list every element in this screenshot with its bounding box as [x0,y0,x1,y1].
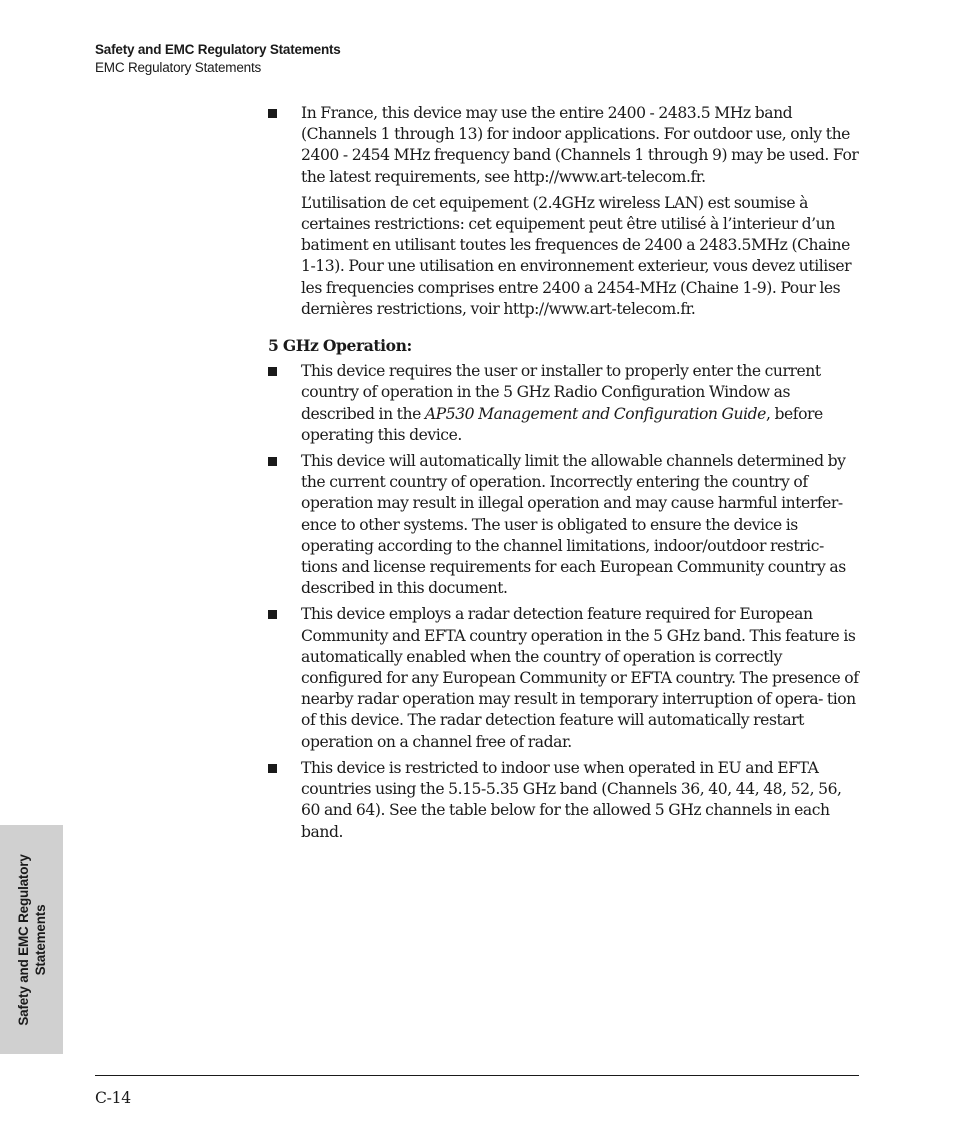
paragraph-french: L’utilisation de cet equipement (2.4GHz wireless LAN) est soumise à certaines restrictions: cet equipement peut être utilisé à l’interieur d’un batiment en utilisant toutes les frequences de 2400 a 2483.5MHz (Chaine 1-13). Pour une utilisation en environnement exterieur, vous devez utiliser les frequencies comprises entre 2400 a 2454-MHz (Chaine 1-9). Pour les dernières restrictions, voir http://www.art-telecom.fr. [301,193,852,318]
side-tab-line-1: Safety and EMC Regulatory [15,853,31,1026]
paragraph-english: In France, this device may use the entire 2400 - 2483.5 MHz band (Channels 1 through 13) for indoor applications. For outdoor use, only the 2400 - 2454 MHz frequency band (Channels 1 through 9) may be used. For the latest requirements, see http://www.art-telecom.fr. [301,104,859,186]
guide-title: AP530 Management and Configuration Guide [424,404,766,423]
list-item-indoor-use [268,758,860,843]
square-bullet-icon [268,457,277,466]
paragraph-country-config [301,361,860,446]
section-title: EMC Regulatory Statements [95,59,262,75]
square-bullet-icon [268,764,277,773]
text-after-guide: , before operating this device. [301,404,823,444]
text-before-guide: This device requires the user or installer to properly enter the current country of operation in the 5 GHz Radio Configuration Window as described in the [301,362,821,423]
paragraph-channel-limit: This device will automatically limit the allowable channels determined by the current country of operation. Incorrectly entering the country of operation may result in illegal operation and may cause harmful interfer- ence to other systems. The user is obligated to ensure the device is operating according to the channel limitations, indoor/outdoor restric- tions and license requirements for each European Community country as described in this document. [301,452,846,598]
list-item-country-config [268,361,860,446]
page-number: C-14 [95,1089,131,1107]
paragraph-radar-detection: This device employs a radar detection feature required for European Community and EFTA country operation in the 5 GHz band. This feature is automatically enabled when the country of operation is correctly configured for any European Community or EFTA country. The presence of nearby radar operation may result in temporary interruption of opera- tion of this device. The radar detection feature will automatically restart operation on a channel free of radar. [301,605,859,751]
side-tab-label [15,835,49,1045]
list-item-channel-limit [268,451,860,599]
side-tab-line-2: Statements [32,904,48,975]
list-item-france [268,103,860,320]
paragraph-indoor-use: This device is restricted to indoor use when operated in EU and EFTA countries using the 5.15-5.35 GHz band (Channels 36, 40, 44, 48, 52, 56, 60 and 64). See the table below for the allowed 5 GHz channels in each band. [301,758,842,841]
square-bullet-icon [268,367,277,376]
section-heading-5ghz: 5 GHz Operation: [268,336,412,356]
chapter-side-tab [0,825,63,1054]
running-header [95,41,341,76]
square-bullet-icon [268,610,277,619]
chapter-title: Safety and EMC Regulatory Statements [95,42,341,57]
body-content [268,103,860,848]
square-bullet-icon [268,109,277,118]
list-item-radar-detection [268,604,860,752]
footer-divider [95,1075,859,1076]
